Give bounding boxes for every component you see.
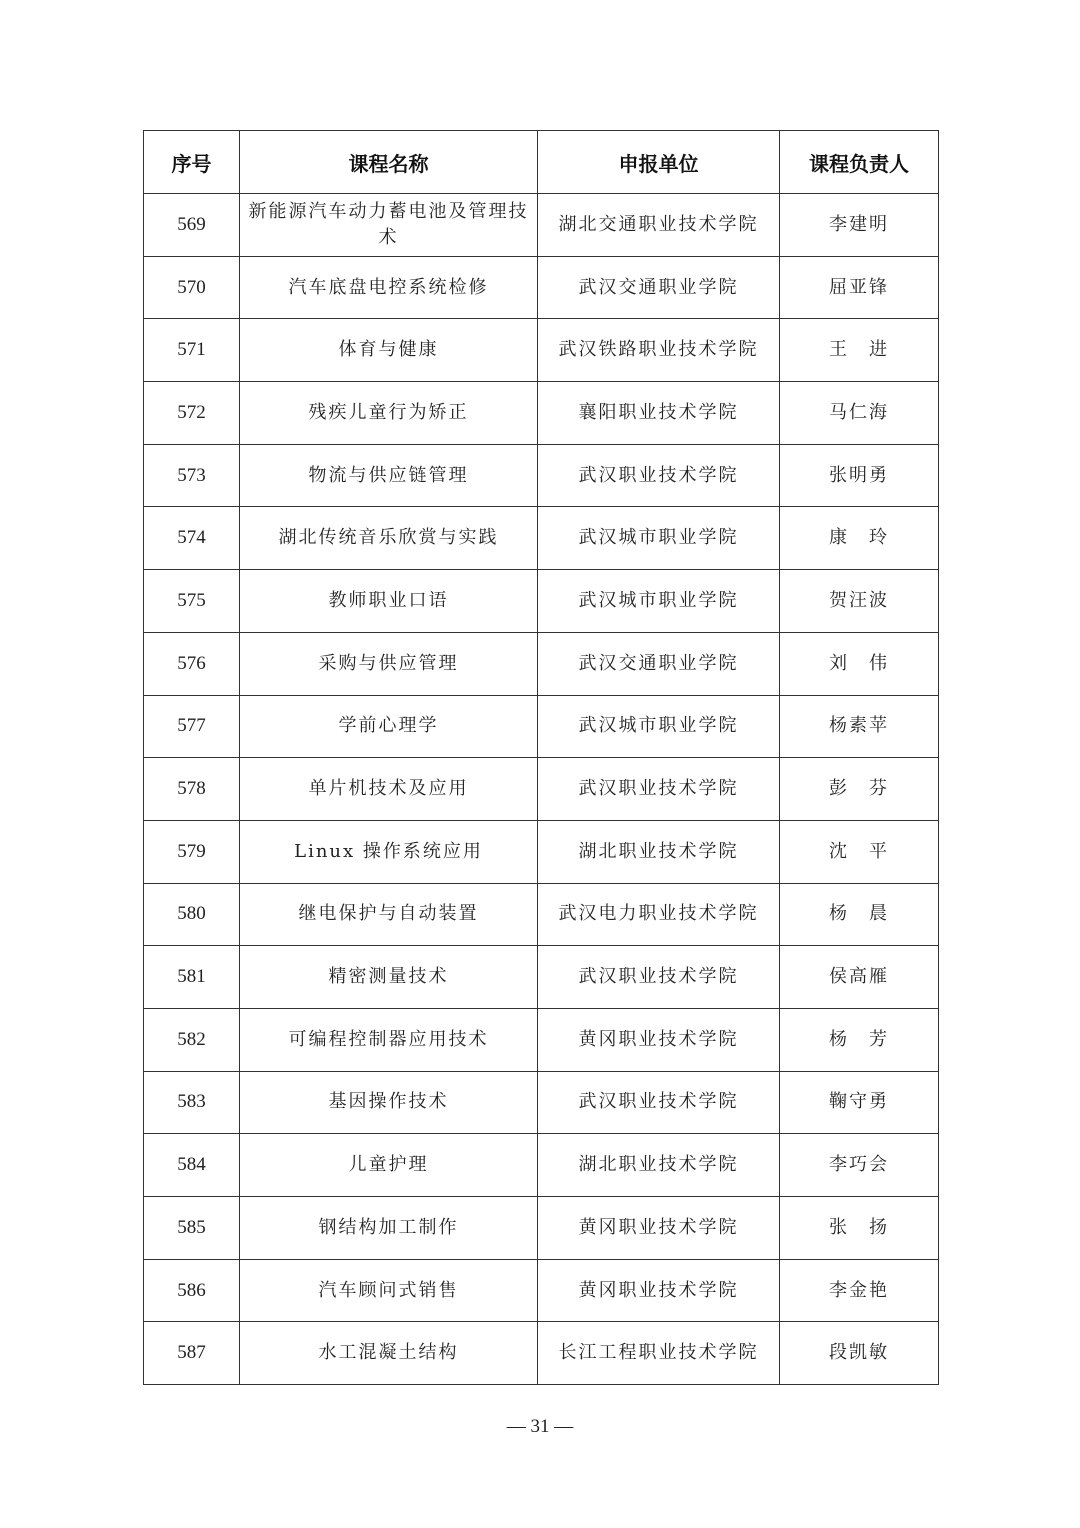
applicant-unit-cell: 武汉电力职业技术学院	[538, 883, 780, 946]
course-leader-cell: 杨 晨	[780, 883, 939, 946]
serial-cell: 570	[144, 256, 240, 319]
table-row	[144, 256, 939, 319]
serial-cell: 576	[144, 632, 240, 695]
serial-cell: 572	[144, 382, 240, 445]
applicant-unit-cell: 武汉城市职业学院	[538, 570, 780, 633]
course-leader-cell: 杨素苹	[780, 695, 939, 758]
course-leader-cell: 王 进	[780, 319, 939, 382]
course-leader-cell: 沈 平	[780, 820, 939, 883]
table-row	[144, 695, 939, 758]
course-name-cell: 可编程控制器应用技术	[240, 1008, 538, 1071]
course-name-cell: 汽车顾问式销售	[240, 1259, 538, 1322]
header-course-name: 课程名称	[240, 131, 538, 194]
applicant-unit-cell: 黄冈职业技术学院	[538, 1008, 780, 1071]
course-leader-cell: 刘 伟	[780, 632, 939, 695]
serial-cell: 581	[144, 946, 240, 1009]
serial-cell: 569	[144, 194, 240, 257]
applicant-unit-cell: 武汉铁路职业技术学院	[538, 319, 780, 382]
table-row	[144, 319, 939, 382]
course-name-cell: 采购与供应管理	[240, 632, 538, 695]
course-name-cell: 残疾儿童行为矫正	[240, 382, 538, 445]
serial-cell: 573	[144, 444, 240, 507]
course-leader-cell: 李巧会	[780, 1134, 939, 1197]
applicant-unit-cell: 武汉城市职业学院	[538, 507, 780, 570]
applicant-unit-cell: 黄冈职业技术学院	[538, 1197, 780, 1260]
serial-cell: 580	[144, 883, 240, 946]
table-row	[144, 820, 939, 883]
course-leader-cell: 康 玲	[780, 507, 939, 570]
table-row	[144, 444, 939, 507]
table-row	[144, 194, 939, 257]
table-row	[144, 1322, 939, 1385]
table-row	[144, 632, 939, 695]
course-name-cell: 体育与健康	[240, 319, 538, 382]
table-row	[144, 570, 939, 633]
header-course-leader: 课程负责人	[780, 131, 939, 194]
serial-cell: 583	[144, 1071, 240, 1134]
course-name-cell: 教师职业口语	[240, 570, 538, 633]
serial-cell: 586	[144, 1259, 240, 1322]
course-name-cell: 湖北传统音乐欣赏与实践	[240, 507, 538, 570]
course-leader-cell: 侯高雁	[780, 946, 939, 1009]
course-leader-cell: 屈亚锋	[780, 256, 939, 319]
course-name-cell: 新能源汽车动力蓄电池及管理技术	[240, 194, 538, 257]
table-row	[144, 946, 939, 1009]
applicant-unit-cell: 湖北职业技术学院	[538, 820, 780, 883]
serial-cell: 585	[144, 1197, 240, 1260]
applicant-unit-cell: 武汉职业技术学院	[538, 444, 780, 507]
table-row	[144, 1071, 939, 1134]
course-name-cell: 钢结构加工制作	[240, 1197, 538, 1260]
applicant-unit-cell: 襄阳职业技术学院	[538, 382, 780, 445]
header-row	[144, 131, 939, 194]
course-leader-cell: 马仁海	[780, 382, 939, 445]
applicant-unit-cell: 武汉交通职业学院	[538, 256, 780, 319]
page-number: — 31 —	[506, 1416, 574, 1437]
applicant-unit-cell: 黄冈职业技术学院	[538, 1259, 780, 1322]
table-row	[144, 1008, 939, 1071]
header-serial: 序号	[144, 131, 240, 194]
applicant-unit-cell: 湖北交通职业技术学院	[538, 194, 780, 257]
course-leader-cell: 李金艳	[780, 1259, 939, 1322]
course-name-cell: 汽车底盘电控系统检修	[240, 256, 538, 319]
table-row	[144, 758, 939, 821]
serial-cell: 582	[144, 1008, 240, 1071]
course-leader-cell: 张明勇	[780, 444, 939, 507]
serial-cell: 584	[144, 1134, 240, 1197]
course-leader-cell: 贺汪波	[780, 570, 939, 633]
course-name-cell: 儿童护理	[240, 1134, 538, 1197]
table-row	[144, 1259, 939, 1322]
applicant-unit-cell: 武汉职业技术学院	[538, 946, 780, 1009]
serial-cell: 575	[144, 570, 240, 633]
course-table	[143, 130, 939, 1385]
applicant-unit-cell: 湖北职业技术学院	[538, 1134, 780, 1197]
course-leader-cell: 彭 芬	[780, 758, 939, 821]
course-name-cell: 基因操作技术	[240, 1071, 538, 1134]
course-leader-cell: 李建明	[780, 194, 939, 257]
serial-cell: 571	[144, 319, 240, 382]
applicant-unit-cell: 武汉交通职业学院	[538, 632, 780, 695]
course-name-cell: 精密测量技术	[240, 946, 538, 1009]
serial-cell: 574	[144, 507, 240, 570]
serial-cell: 579	[144, 820, 240, 883]
table-row	[144, 883, 939, 946]
table-row	[144, 1197, 939, 1260]
applicant-unit-cell: 长江工程职业技术学院	[538, 1322, 780, 1385]
applicant-unit-cell: 武汉职业技术学院	[538, 758, 780, 821]
course-leader-cell: 段凯敏	[780, 1322, 939, 1385]
course-name-cell: 单片机技术及应用	[240, 758, 538, 821]
header-applicant-unit: 申报单位	[538, 131, 780, 194]
applicant-unit-cell: 武汉城市职业学院	[538, 695, 780, 758]
course-name-cell: Linux 操作系统应用	[240, 820, 538, 883]
course-name-cell: 水工混凝土结构	[240, 1322, 538, 1385]
course-leader-cell: 杨 芳	[780, 1008, 939, 1071]
course-leader-cell: 张 扬	[780, 1197, 939, 1260]
course-leader-cell: 鞠守勇	[780, 1071, 939, 1134]
serial-cell: 578	[144, 758, 240, 821]
course-name-cell: 物流与供应链管理	[240, 444, 538, 507]
table-row	[144, 382, 939, 445]
applicant-unit-cell: 武汉职业技术学院	[538, 1071, 780, 1134]
table-row	[144, 507, 939, 570]
serial-cell: 577	[144, 695, 240, 758]
course-name-cell: 继电保护与自动装置	[240, 883, 538, 946]
course-name-cell: 学前心理学	[240, 695, 538, 758]
table-row	[144, 1134, 939, 1197]
serial-cell: 587	[144, 1322, 240, 1385]
